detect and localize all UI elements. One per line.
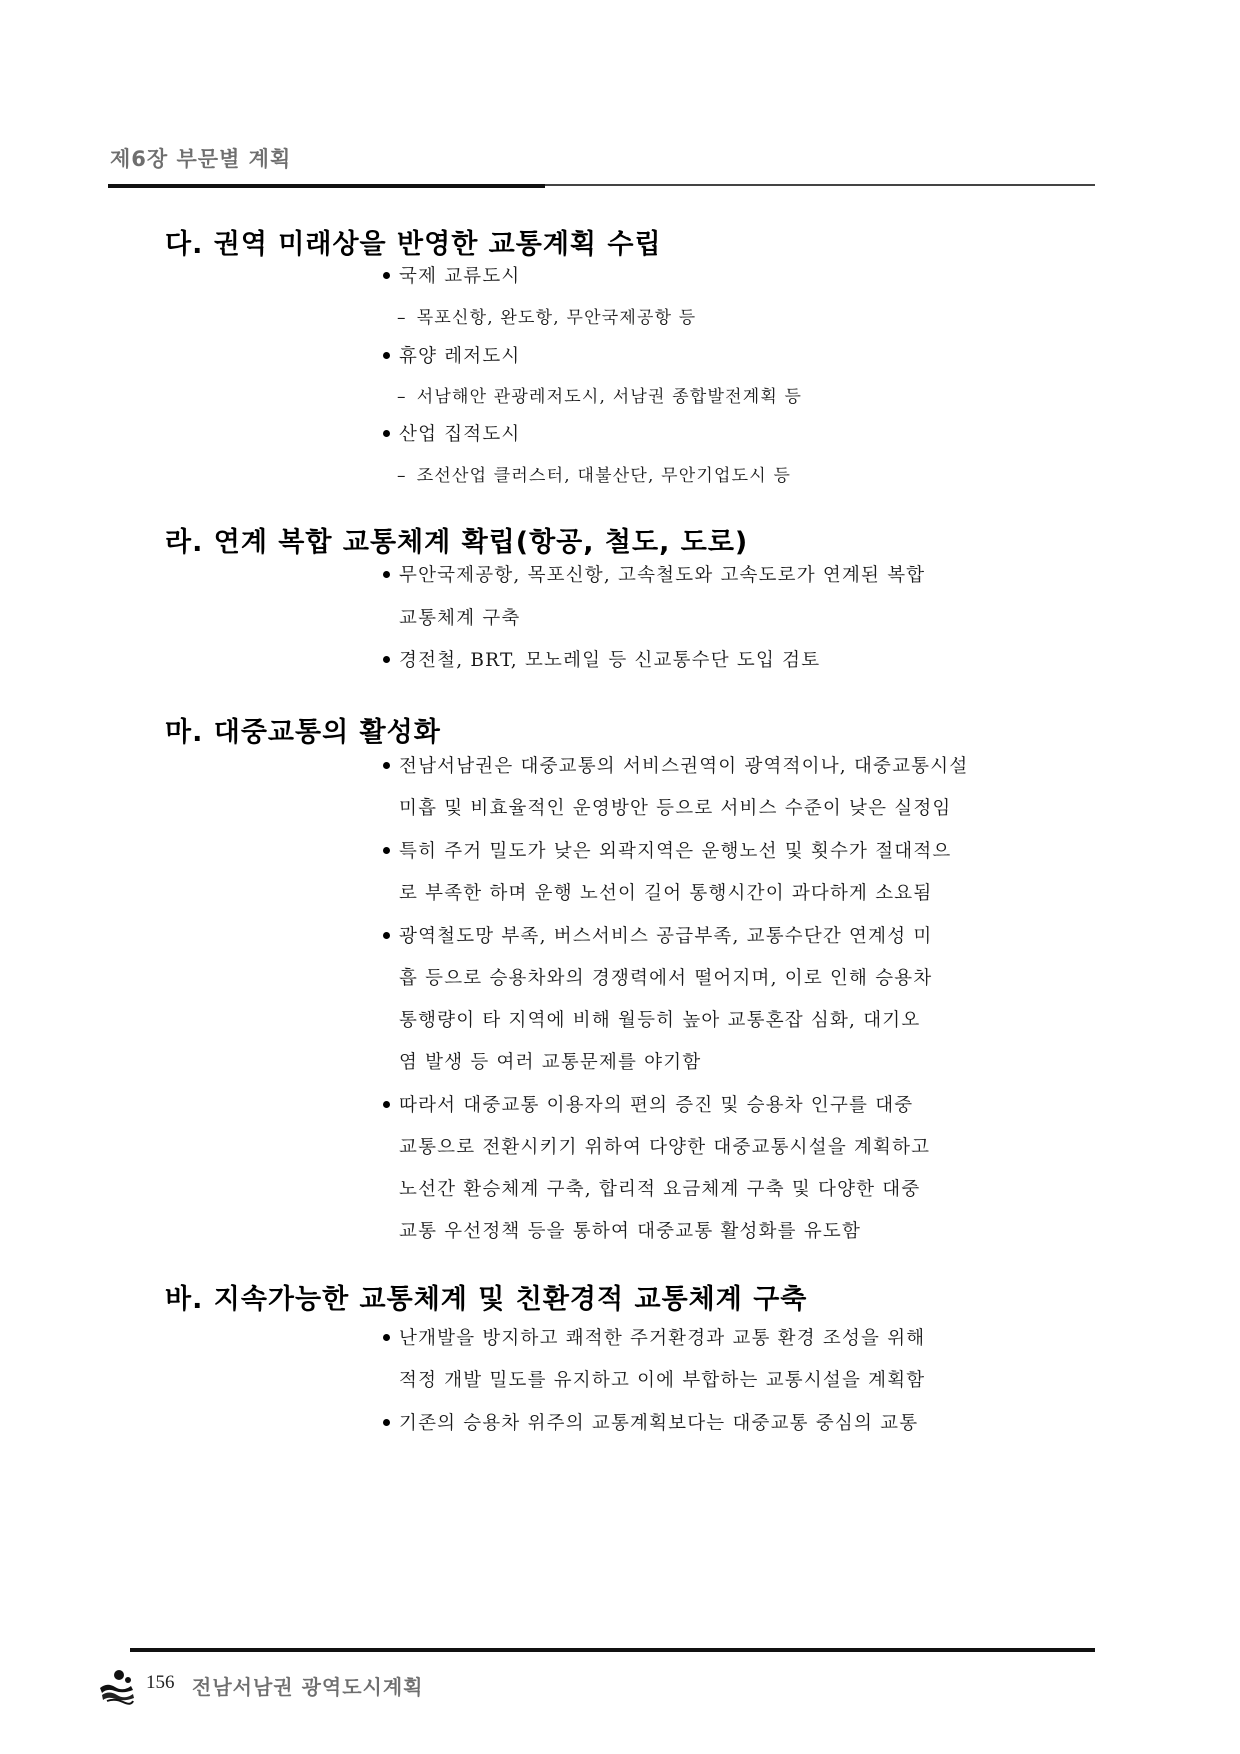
bullet-continuation: 교통 우선정책 등을 통하여 대중교통 활성화를 유도함 bbox=[399, 1221, 862, 1242]
bullet-item: 기존의 승용차 위주의 교통계획보다는 대중교통 중심의 교통 bbox=[383, 1409, 918, 1435]
header-rule-thin bbox=[545, 184, 1095, 186]
section-heading-da: 다. 권역 미래상을 반영한 교통계획 수립 bbox=[165, 229, 662, 260]
dash-item: – 목포신항, 완도항, 무안국제공항 등 bbox=[397, 308, 697, 328]
running-header-chapter: 제6장 부문별 계획 bbox=[110, 147, 292, 171]
footer-rule bbox=[130, 1648, 1095, 1652]
bullet-continuation: 염 발생 등 여러 교통문제를 야기함 bbox=[399, 1052, 702, 1073]
bullet-item: 따라서 대중교통 이용자의 편의 증진 및 승용차 인구를 대중 bbox=[383, 1091, 913, 1117]
bullet-continuation: 통행량이 타 지역에 비해 월등히 높아 교통혼잡 심화, 대기오 bbox=[399, 1010, 921, 1031]
bullet-item: 무안국제공항, 목포신항, 고속철도와 고속도로가 연계된 복합 bbox=[383, 561, 925, 587]
dash-icon: – bbox=[397, 308, 407, 328]
bullet-item: 휴양 레저도시 bbox=[383, 342, 521, 368]
bullet-item: 특히 주거 밀도가 낮은 외곽지역은 운행노선 및 횟수가 절대적으 bbox=[383, 837, 952, 863]
dash-item: – 조선산업 클러스터, 대불산단, 무안기업도시 등 bbox=[397, 466, 792, 486]
bullet-continuation: 적정 개발 밀도를 유지하고 이에 부합하는 교통시설을 계획함 bbox=[399, 1370, 926, 1391]
bullet-icon bbox=[383, 1101, 390, 1108]
bullet-continuation: 미흡 및 비효율적인 운영방안 등으로 서비스 수준이 낮은 실정임 bbox=[399, 798, 952, 819]
page-number: 156 bbox=[146, 1672, 175, 1693]
bullet-continuation: 노선간 환승체계 구축, 합리적 요금체계 구축 및 다양한 대중 bbox=[399, 1179, 921, 1200]
bullet-icon bbox=[383, 1334, 390, 1341]
bullet-icon bbox=[383, 352, 390, 359]
section-heading-ma: 마. 대중교통의 활성화 bbox=[165, 717, 441, 748]
bullet-item: 전남서남권은 대중교통의 서비스권역이 광역적이나, 대중교통시설 bbox=[383, 752, 968, 778]
bullet-icon bbox=[383, 571, 390, 578]
bullet-continuation: 로 부족한 하며 운행 노선이 길어 통행시간이 과다하게 소요됨 bbox=[399, 883, 933, 904]
bullet-continuation: 교통으로 전환시키기 위하여 다양한 대중교통시설을 계획하고 bbox=[399, 1137, 931, 1158]
wave-logo-icon bbox=[97, 1668, 137, 1706]
section-heading-ra: 라. 연계 복합 교통체계 확립(항공, 철도, 도로) bbox=[165, 527, 749, 558]
bullet-item: 광역철도망 부족, 버스서비스 공급부족, 교통수단간 연계성 미 bbox=[383, 922, 932, 948]
footer-document-title: 전남서남권 광역도시계획 bbox=[192, 1675, 424, 1699]
bullet-icon bbox=[383, 430, 390, 437]
bullet-item: 경전철, BRT, 모노레일 등 신교통수단 도입 검토 bbox=[383, 646, 820, 672]
bullet-icon bbox=[383, 847, 390, 854]
section-heading-ba: 바. 지속가능한 교통체계 및 친환경적 교통체계 구축 bbox=[165, 1284, 808, 1315]
bullet-item: 난개발을 방지하고 쾌적한 주거환경과 교통 환경 조성을 위해 bbox=[383, 1324, 925, 1350]
dash-icon: – bbox=[397, 466, 407, 486]
bullet-icon bbox=[383, 656, 390, 663]
bullet-item: 산업 집적도시 bbox=[383, 420, 521, 446]
bullet-icon bbox=[383, 272, 390, 279]
bullet-icon bbox=[383, 932, 390, 939]
header-rule bbox=[108, 184, 545, 188]
bullet-icon bbox=[383, 762, 390, 769]
bullet-continuation: 흡 등으로 승용차와의 경쟁력에서 떨어지며, 이로 인해 승용차 bbox=[399, 968, 933, 989]
bullet-item: 국제 교류도시 bbox=[383, 262, 521, 288]
dash-icon: – bbox=[397, 387, 407, 407]
bullet-icon bbox=[383, 1419, 390, 1426]
bullet-continuation: 교통체계 구축 bbox=[399, 608, 521, 629]
dash-item: – 서남해안 관광레저도시, 서남권 종합발전계획 등 bbox=[397, 387, 803, 407]
